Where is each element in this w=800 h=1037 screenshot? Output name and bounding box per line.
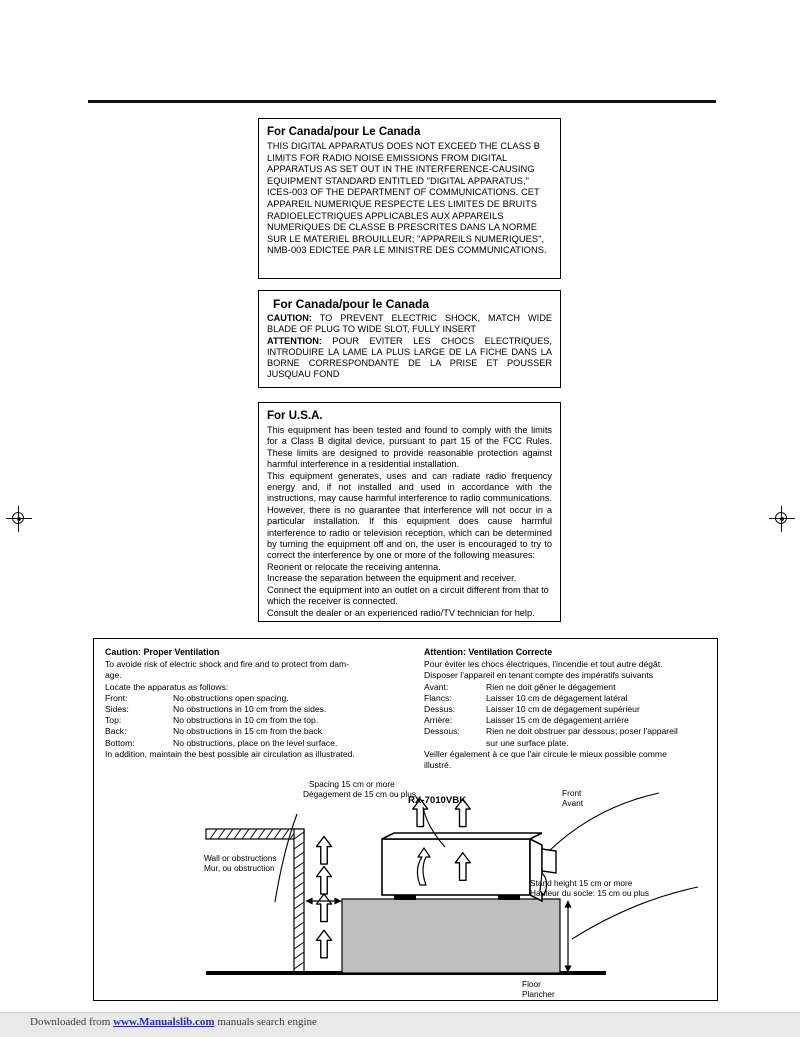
fcc-measure-4: Consult the dealer or an experienced radio/TV technician for help. — [267, 607, 535, 618]
notice-box-canada-plug — [258, 290, 561, 388]
fcc-measure-3: Connect the equipment into an outlet on a circuit different from that to which the receiver is connected. — [267, 584, 549, 607]
ventilation-intro-en-3: Locate the apparatus as follows: — [105, 681, 229, 692]
attention-text: POUR EVITER LES CHOCS ELECTRIQUES, INTRODUIRE LA LAME LA PLUS LARGE DE LA FICHE DANS LA BORNE CORRESPONDANTE DE LA PRISE ET POUSSER JUSQUAU FOND — [267, 335, 552, 380]
notice-title: For U.S.A. — [267, 410, 323, 422]
ventilation-row-value: Rien ne doit obstruer par dessous; poser l'appareil — [486, 726, 678, 737]
label-front-en: Front — [562, 788, 582, 798]
ventilation-intro-fr-1: Pour éviter les chocs électriques, l'incendie et tout autre dégât. — [424, 659, 663, 670]
ventilation-row-value: Laisser 10 cm de dégagement supérieur — [486, 704, 640, 715]
ventilation-panel — [93, 638, 718, 1001]
fcc-paragraph-2: This equipment generates, uses and can radiate radio frequency energy and, if not installed and used in accordance with the instructions, may cause harmful interference to radio communications. However, there is no guarantee that interference will not occur in a particular installation. If this equipment does cause harmful interference to radio or television reception, which can be determined by turning the equipment off and on, the user is encouraged to try to correct the interference by one or more of the following measures: — [267, 470, 552, 561]
ventilation-row-key: Avant: — [424, 681, 449, 692]
ventilation-row-key: Front: — [105, 692, 128, 703]
footer-suffix: manuals search engine — [214, 1016, 317, 1028]
label-wall-fr: Mur, ou obstruction — [204, 863, 275, 873]
notice-body — [267, 313, 552, 381]
ventilation-intro-en-2: age. — [105, 670, 122, 681]
attention-label: ATTENTION: — [267, 335, 322, 346]
registration-mark-right — [769, 506, 795, 532]
caution-paragraph — [267, 313, 552, 336]
label-stand-fr: Hauteur du socle: 15 cm ou plus — [530, 888, 649, 898]
ventilation-row-key: Dessous: — [424, 726, 460, 737]
label-spacing-fr: Dégagement de 15 cm ou plus — [303, 789, 417, 799]
ventilation-row-value: Laisser 15 cm de dégagement arrière — [486, 715, 629, 726]
ventilation-outro-fr-1: Veiller également à ce que l'air circule le mieux possible comme — [424, 748, 667, 759]
ventilation-diagram — [94, 639, 719, 1000]
ventilation-row-value: No obstructions open spacing. — [173, 692, 289, 703]
ventilation-row-value: No obstructions in 10 cm from the sides. — [173, 704, 327, 715]
manualslib-link[interactable]: www.Manualslib.com — [113, 1016, 215, 1028]
attention-paragraph — [267, 336, 552, 381]
registration-mark-left — [6, 506, 32, 532]
caution-text: TO PREVENT ELECTRIC SHOCK, MATCH WIDE BLADE OF PLUG TO WIDE SLOT, FULLY INSERT — [267, 313, 552, 335]
ventilation-intro-en-1: To avoide risk of electric shock and fire and to protect from dam- — [105, 659, 350, 670]
label-wall-en: Wall or obstructions — [204, 853, 277, 863]
ventilation-heading-fr: Attention: Ventilation Correcte — [424, 647, 553, 657]
footer-prefix: Downloaded from — [30, 1016, 114, 1028]
footer-attribution — [30, 1016, 317, 1028]
stand-block — [342, 899, 560, 973]
ventilation-row-key: Top: — [105, 715, 122, 726]
notice-body — [267, 141, 552, 257]
label-spacing-en: Spacing 15 cm or more — [309, 779, 395, 789]
airflow-arrows-rear — [317, 837, 332, 958]
ventilation-row-key: Back: — [105, 726, 127, 737]
label-stand-en: Stand height 15 cm or more — [530, 878, 633, 888]
ventilation-row-key: Bottom: — [105, 737, 135, 748]
ventilation-heading-en: Caution: Proper Ventilation — [105, 647, 220, 657]
regmark-dot — [17, 517, 21, 521]
notice-title: For Canada/pour Le Canada — [267, 126, 421, 138]
label-model-name: RX-7010VBK — [408, 795, 467, 806]
caution-label: CAUTION: — [267, 313, 312, 323]
notice-paragraph: THIS DIGITAL APPARATUS DOES NOT EXCEED THE CLASS B LIMITS FOR RADIO NOISE EMISSIONS FROM DIGITAL APPARATUS AS SET OUT IN THE INTERFERENCE-CAUSING EQUIPMENT STANDARD ENTITLED "DIGITAL APPARATUS," ICES-003 OF THE DEPARTMENT OF COMMUNICATIONS. CET APPAREIL NUMERIQUE RESPECTE LES LIMITES DE BRUITS RADIOELECTRIQUES APPLICABLES AUX APPAREILS NUMERIQUES DE CLASSE B PRESCRITES DANS LA NORME SUR LE MATERIEL BROUILLEUR; "APPAREILS NUMERIQUES", NMB-003 EDICTEE PAR LE MINISTRE DES COMMUNICATIONS. — [267, 141, 547, 256]
ventilation-row-value: Laisser 10 cm de dégagement latéral — [486, 692, 628, 703]
fcc-measure-1: Reorient or relocate the receiving antenna. — [267, 561, 441, 572]
ventilation-row-key: Sides: — [105, 704, 129, 715]
ventilation-intro-fr-2: Disposer l'appareil en tenant compte des impératifs suivants — [424, 670, 654, 681]
wall-hatching — [206, 829, 304, 973]
label-front-fr: Avant — [562, 798, 584, 808]
ventilation-outro-en: In addition, maintain the best possible air circulation as illustrated. — [105, 748, 355, 759]
notice-title: For Canada/pour le Canada — [273, 297, 430, 311]
notice-box-canada-ices — [258, 118, 561, 279]
label-floor-fr: Plancher — [522, 989, 555, 999]
regmark-dot — [780, 517, 784, 521]
label-floor-en: Floor — [522, 979, 541, 989]
fcc-paragraph-1: This equipment has been tested and found to comply with the limits for a Class B digital device, pursuant to part 15 of the FCC Rules. These limits are designed to provide reasonable protection against harmful interference in a residential installation. — [267, 425, 552, 470]
header-rule — [88, 100, 716, 103]
ventilation-row-key: Arrière: — [424, 715, 453, 726]
ventilation-row-value: Rien ne doit gêner le dégagement — [486, 681, 616, 692]
ventilation-row-value: No obstructions in 15 cm from the back — [173, 726, 323, 737]
notice-box-usa-fcc — [258, 402, 561, 622]
ventilation-row-value: No obstructions in 10 cm from the top. — [173, 715, 319, 726]
ventilation-row-value: No obstructions, place on the level surface. — [173, 737, 338, 748]
ventilation-outro-fr-2: illustré. — [424, 760, 452, 771]
fcc-measure-2: Increase the separation between the equipment and receiver. — [267, 573, 517, 584]
ventilation-row-key: Flancs: — [424, 692, 452, 703]
ventilation-row-key: Dessus: — [424, 704, 456, 715]
notice-body — [267, 425, 552, 619]
ventilation-row-dessous-cont: sur une surface plate. — [486, 737, 569, 748]
